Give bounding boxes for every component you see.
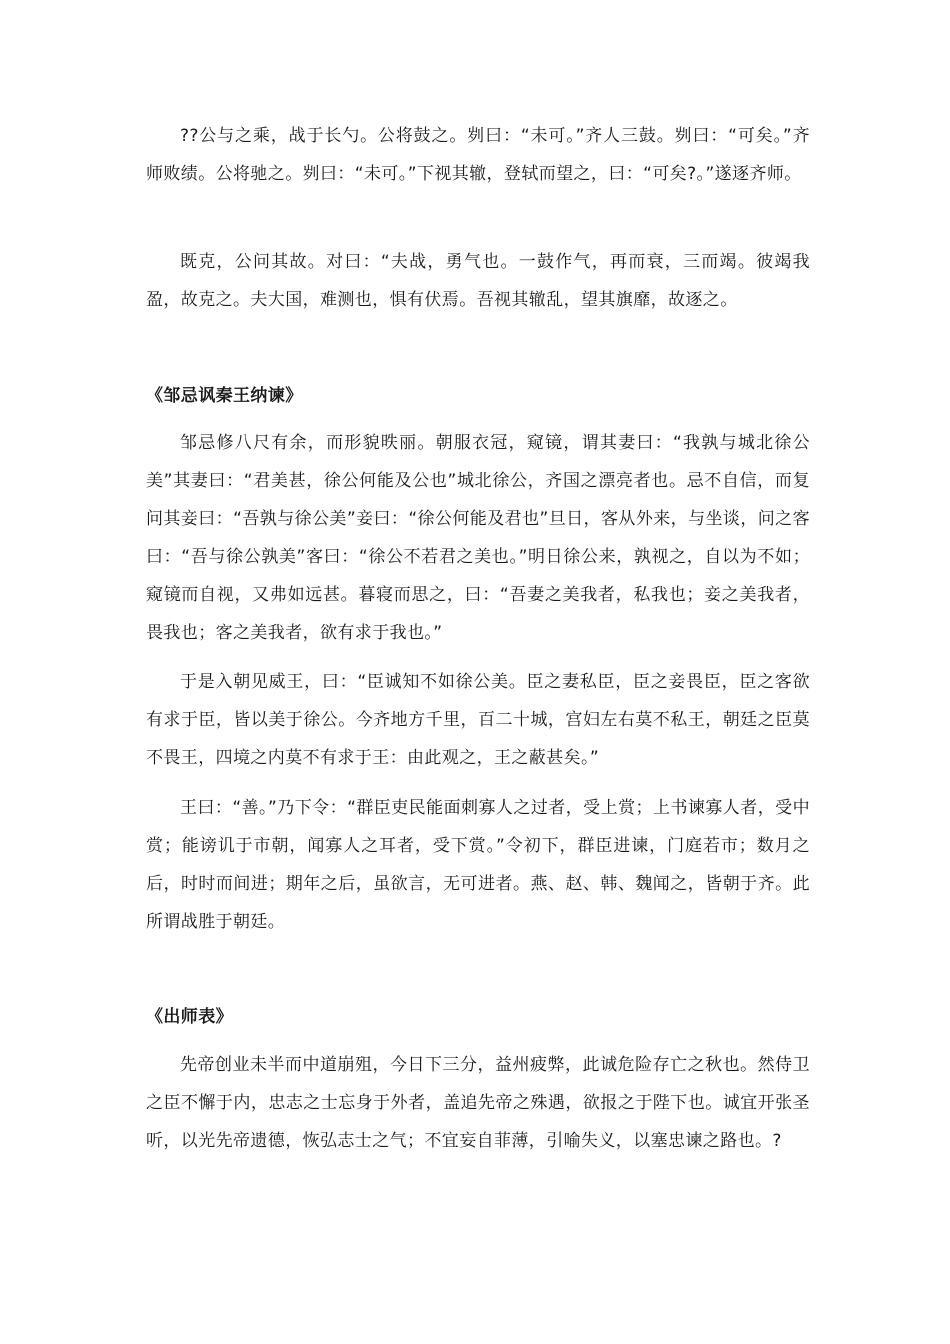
- paragraph-chu-shi-biao-1: 先帝创业未半而中道崩殂，今日下三分，益州疲弊，此诚危险存亡之秋也。然侍卫之臣不懈于内，忠志之士忘身于外者，盖追先帝之殊遇，欲报之于陛下也。诚宜开张圣听，以光先帝遗德，恢弘志士之气；不宜妄自菲薄，引喻失义，以塞忠谏之路也。?: [146, 1055, 810, 1151]
- paragraph-zou-ji-1: 邹忌修八尺有余，而形貌昳丽。朝服衣冠，窥镜，谓其妻曰：“我孰与城北徐公美”其妻曰：“君美甚，徐公何能及公也”城北徐公，齐国之漂亮者也。忌不自信，而复问其妾曰：“吾孰与徐公美”妾曰：“徐公何能及君也”旦日，客从外来，与坐谈，问之客曰：“吾与徐公孰美”客曰：“徐公不若君之美也。”明日徐公来，孰视之，自以为不如；窥镜而自视，又弗如远甚。暮寝而思之，曰：“吾妻之美我者，私我也；妾之美我者，畏我也；客之美我者，欲有求于我也。”: [146, 433, 810, 643]
- paragraph-cao-gui-2: 既克，公问其故。对曰：“夫战，勇气也。一鼓作气，再而衰，三而竭。彼竭我盈，故克之。夫大国，难测也，惧有伏焉。吾视其辙乱，望其旗靡，故逐之。: [146, 252, 810, 310]
- section-title-chu-shi-biao: 《出师表》: [146, 1007, 233, 1027]
- paragraph-cao-gui-1: ??公与之乘，战于长勺。公将鼓之。刿曰：“未可。”齐人三鼓。刿曰：“可矣。”齐师败绩。公将驰之。刿曰：“未可。”下视其辙，登轼而望之，曰：“可矣?。”遂逐齐师。: [146, 126, 810, 184]
- paragraph-zou-ji-3: 王曰：“善。”乃下令：“群臣吏民能面刺寡人之过者，受上赏；上书谏寡人者，受中赏；能谤讥于市朝，闻寡人之耳者，受下赏。”令初下，群臣进谏，门庭若市；数月之后，时时而间进；期年之后，虽欲言，无可进者。燕、赵、韩、魏闻之，皆朝于齐。此所谓战胜于朝廷。: [146, 798, 810, 932]
- paragraph-zou-ji-2: 于是入朝见威王，曰：“臣诚知不如徐公美。臣之妻私臣，臣之妾畏臣，臣之客欲有求于臣，皆以美于徐公。今齐地方千里，百二十城，宫妇左右莫不私王，朝廷之臣莫不畏王，四境之内莫不有求于王：由此观之，王之蔽甚矣。”: [146, 672, 810, 768]
- section-title-zou-ji: 《邹忌讽秦王纳谏》: [146, 386, 303, 406]
